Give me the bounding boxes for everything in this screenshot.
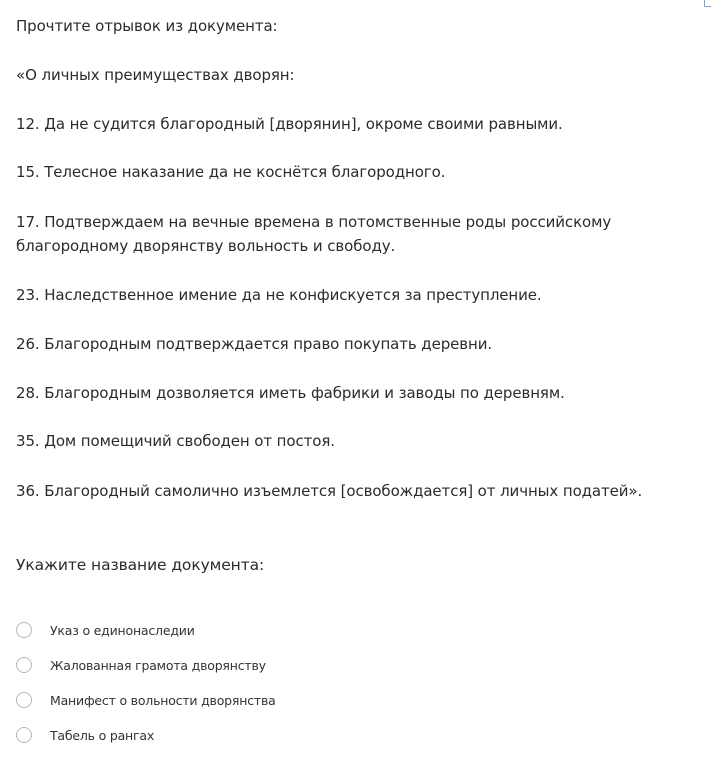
corner-decoration	[704, 0, 711, 7]
excerpt-paragraph: 17. Подтверждаем на вечные времена в потомственные роды российскому благородному дворянству вольность и свободу.	[16, 213, 612, 255]
radio-button[interactable]	[16, 727, 32, 743]
radio-button[interactable]	[16, 622, 32, 638]
answer-option[interactable]	[16, 689, 276, 711]
excerpt-paragraph: 35. Дом помещичий свободен от постоя.	[16, 432, 335, 450]
excerpt-paragraph: 28. Благородным дозволяется иметь фабрики и заводы по деревням.	[16, 384, 565, 402]
excerpt-paragraph: 12. Да не судится благородный [дворянин], окроме своими равными.	[16, 115, 563, 133]
intro-text: Прочтите отрывок из документа:	[16, 17, 278, 35]
answer-option-label[interactable]: Жалованная грамота дворянству	[50, 657, 266, 673]
answer-option[interactable]	[16, 724, 154, 746]
excerpt-heading: «О личных преимуществах дворян:	[16, 66, 295, 84]
excerpt-paragraph: 26. Благородным подтверждается право покупать деревни.	[16, 335, 493, 353]
answer-option-label[interactable]: Указ о единонаследии	[50, 622, 195, 638]
excerpt-paragraph: 23. Наследственное имение да не конфискуется за преступление.	[16, 286, 542, 304]
answer-option-label[interactable]: Манифест о вольности дворянства	[50, 692, 276, 708]
radio-button[interactable]	[16, 657, 32, 673]
radio-button[interactable]	[16, 692, 32, 708]
excerpt-paragraph: 15. Телесное наказание да не коснётся благородного.	[16, 163, 446, 181]
answer-option[interactable]	[16, 654, 266, 676]
question-text: Укажите название документа:	[16, 556, 265, 574]
answer-option[interactable]	[16, 619, 195, 641]
answer-option-label[interactable]: Табель о рангах	[50, 727, 155, 743]
excerpt-paragraph: 36. Благородный самолично изъемлется [освобождается] от личных податей».	[16, 482, 643, 500]
